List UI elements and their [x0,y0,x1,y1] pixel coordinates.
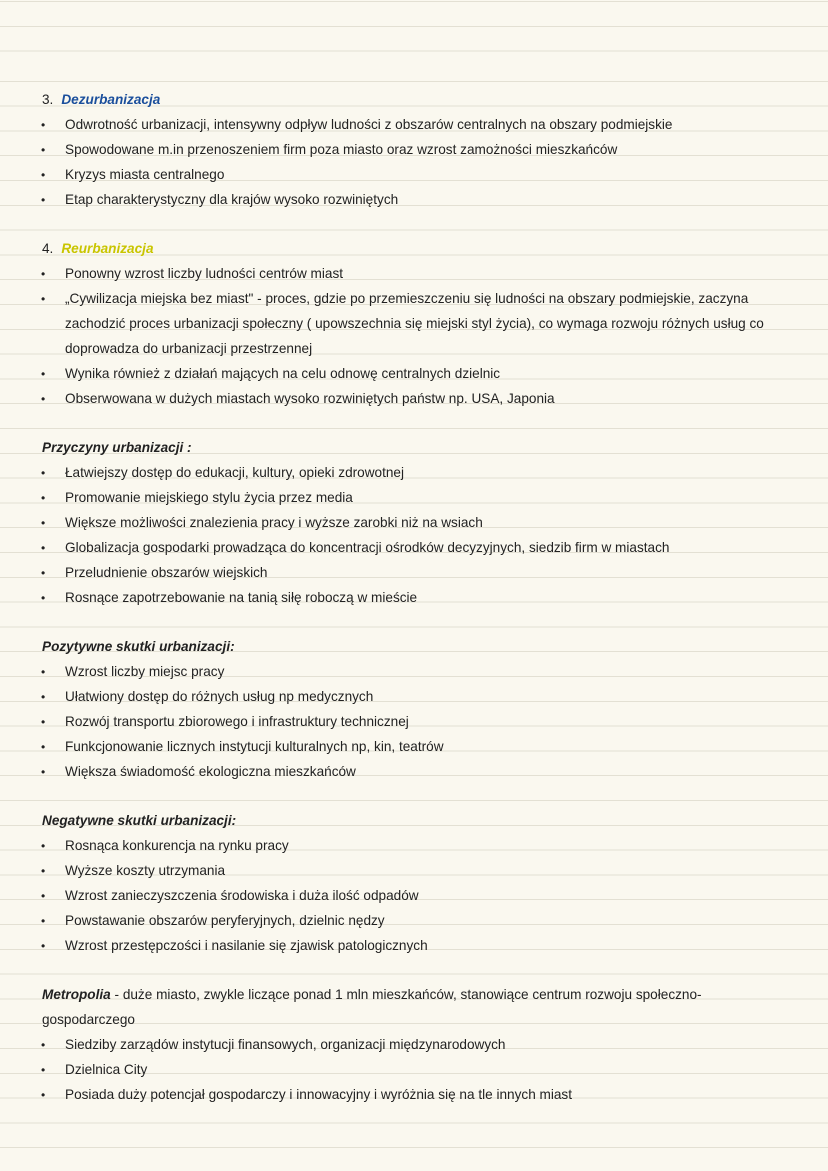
definition-term: Metropolia [42,987,111,1002]
list-item: • Globalizacja gospodarki prowadząca do koncentracji ośrodków decyzyjnych, siedzib firm w miastach [0,536,828,561]
list-item: • Funkcjonowanie licznych instytucji kulturalnych np, kin, teatrów [0,735,828,760]
bullet-icon: • [41,1038,46,1052]
list-item: • Łatwiejszy dostęp do edukacji, kultury, opieki zdrowotnej [0,461,828,486]
section-heading-pozytywne: Pozytywne skutki urbanizacji: [42,639,235,654]
list-item: • Ponowny wzrost liczby ludności centrów miast [0,262,828,287]
bullet-icon: • [41,715,46,729]
bullet-icon: • [41,740,46,754]
list-item: • Rozwój transportu zbiorowego i infrastruktury technicznej [0,710,828,735]
section-number: 3. [42,92,54,107]
list-item: • Posiada duży potencjał gospodarczy i innowacyjny i wyróżnia się na tle innych miast [0,1083,828,1108]
list-item: • Większa świadomość ekologiczna mieszkańców [0,760,828,785]
bullet-icon: • [41,541,46,555]
bullet-icon: • [41,566,46,580]
bullet-icon: • [41,665,46,679]
list-item: • Rosnąca konkurencja na rynku pracy [0,834,828,859]
bullet-icon: • [41,690,46,704]
list-item: • Siedziby zarządów instytucji finansowych, organizacji międzynarodowych [0,1033,828,1058]
section-heading-przyczyny: Przyczyny urbanizacji : [42,440,192,455]
bullet-icon: • [41,367,46,381]
list-item: • Wyższe koszty utrzymania [0,859,828,884]
bullet-icon: • [41,118,46,132]
list-item: • Powstawanie obszarów peryferyjnych, dzielnic nędzy [0,909,828,934]
bullet-icon: • [41,143,46,157]
list-item: • Większe możliwości znalezienia pracy i wyższe zarobki niż na wsiach [0,511,828,536]
bullet-icon: • [41,765,46,779]
list-item: • Wynika również z działań mających na celu odnowę centralnych dzielnic [0,362,828,387]
list-item: • Etap charakterystyczny dla krajów wysoko rozwiniętych [0,188,828,213]
list-item: • Odwrotność urbanizacji, intensywny odpływ ludności z obszarów centralnych na obszary podmiejskie [0,113,828,138]
bullet-icon: • [41,591,46,605]
list-item: • Obserwowana w dużych miastach wysoko rozwiniętych państw np. USA, Japonia [0,387,828,412]
section-title-dezurbanizacja: Dezurbanizacja [61,92,161,107]
bullet-icon: • [41,193,46,207]
bullet-icon: • [41,914,46,928]
list-item-continuation: zachodzić proces urbanizacji społeczny ( upowszechnia się miejski styl życia), co wymaga rozwoju różnych usług co [65,316,764,331]
definition-metropolia [0,983,828,1008]
list-item: • Wzrost zanieczyszczenia środowiska i duża ilość odpadów [0,884,828,909]
bullet-icon: • [41,292,46,306]
bullet-icon: • [41,491,46,505]
bullet-icon: • [41,889,46,903]
list-item: • Wzrost przestępczości i nasilanie się zjawisk patologicznych [0,934,828,959]
list-item: • Spowodowane m.in przenoszeniem firm poza miasto oraz wzrost zamożności mieszkańców [0,138,828,163]
bullet-icon: • [41,168,46,182]
list-item: • Dzielnica City [0,1058,828,1083]
bullet-icon: • [41,939,46,953]
section-reurbanizacja-header [0,237,828,262]
bullet-icon: • [41,466,46,480]
definition-text: - duże miasto, zwykle liczące ponad 1 mln mieszkańców, stanowiące centrum rozwoju społeczno- [110,987,702,1002]
list-item: • Wzrost liczby miejsc pracy [0,660,828,685]
list-item: • Przeludnienie obszarów wiejskich [0,561,828,586]
bullet-icon: • [41,864,46,878]
bullet-icon: • [41,392,46,406]
bullet-icon: • [41,1088,46,1102]
list-item-continuation: doprowadza do urbanizacji przestrzennej [65,341,313,356]
section-number: 4. [42,241,54,256]
list-item: • Rosnące zapotrzebowanie na tanią siłę roboczą w mieście [0,586,828,611]
section-heading-negatywne: Negatywne skutki urbanizacji: [42,813,237,828]
bullet-icon: • [41,839,46,853]
bullet-icon: • [41,516,46,530]
section-dezurbanizacja-header [0,88,828,113]
section-title-reurbanizacja: Reurbanizacja [61,241,154,256]
definition-continuation: gospodarczego [42,1012,135,1027]
bullet-icon: • [41,267,46,281]
bullet-icon: • [41,1063,46,1077]
list-item: • Promowanie miejskiego stylu życia przez media [0,486,828,511]
list-item: • Ułatwiony dostęp do różnych usług np medycznych [0,685,828,710]
list-item: • Kryzys miasta centralnego [0,163,828,188]
list-item: • „Cywilizacja miejska bez miast" - proces, gdzie po przemieszczeniu się ludności na obszary podmiejskie, zaczyna [0,287,828,312]
